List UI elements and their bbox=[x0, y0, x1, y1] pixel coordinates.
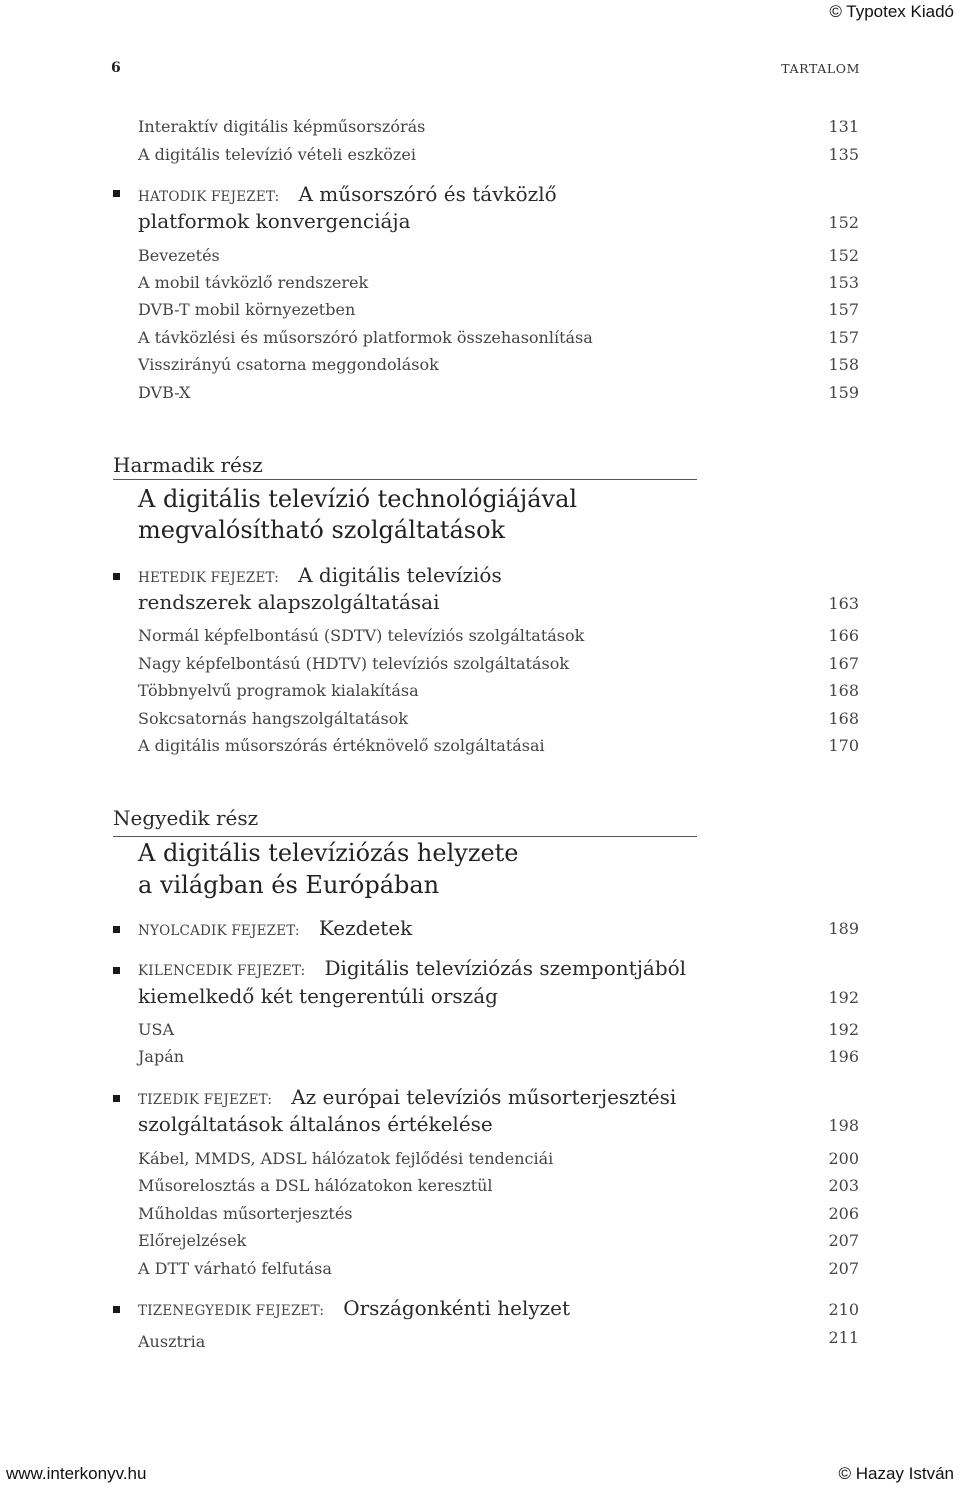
chapter-title-continued: rendszerek alapszolgáltatásai bbox=[138, 590, 440, 614]
toc-entry-page: 207 bbox=[828, 1231, 859, 1250]
chapter-title-continued: platformok konvergenciája bbox=[138, 209, 411, 233]
running-head: TARTALOM bbox=[781, 61, 860, 76]
toc-entry-page: 203 bbox=[828, 1176, 859, 1195]
toc-entry-page: 159 bbox=[828, 383, 859, 402]
part-title: A digitális televíziózás helyzete bbox=[138, 839, 519, 867]
toc-entry-title: A digitális televízió vételi eszközei bbox=[138, 145, 416, 164]
chapter-heading bbox=[138, 1085, 676, 1109]
chapter-title: A műsorszóró és távközlő bbox=[298, 182, 557, 206]
toc-entry-page: 131 bbox=[828, 117, 859, 136]
chapter-heading bbox=[138, 916, 412, 940]
chapter-page: 192 bbox=[828, 988, 859, 1007]
part-title-continued: a világban és Európában bbox=[138, 871, 440, 899]
toc-entry-title: Ausztria bbox=[138, 1332, 206, 1351]
chapter-bullet-icon bbox=[113, 1306, 120, 1313]
chapter-title: Kezdetek bbox=[318, 916, 413, 940]
chapter-page: 189 bbox=[828, 919, 859, 938]
toc-entry-page: 158 bbox=[828, 355, 859, 374]
chapter-page: 163 bbox=[828, 594, 859, 613]
toc-entry-title: Japán bbox=[138, 1047, 185, 1066]
toc-entry-title: Műholdas műsorterjesztés bbox=[138, 1204, 353, 1223]
toc-entry-page: 168 bbox=[828, 681, 859, 700]
toc-entry-title: Kábel, MMDS, ADSL hálózatok fejlődési tendenciái bbox=[138, 1149, 554, 1168]
toc-entry-title: Sokcsatornás hangszolgáltatások bbox=[138, 709, 409, 728]
chapter-bullet-icon bbox=[113, 967, 120, 974]
toc-entry-title: USA bbox=[138, 1020, 174, 1039]
chapter-page: 198 bbox=[828, 1116, 859, 1135]
part-divider bbox=[113, 479, 697, 480]
toc-entry-title: Előrejelzések bbox=[138, 1231, 247, 1250]
part-label: Harmadik rész bbox=[113, 453, 263, 477]
chapter-label: TIZEDIK FEJEZET: bbox=[138, 1092, 273, 1108]
toc-entry-page: 157 bbox=[828, 300, 859, 319]
part-label: Negyedik rész bbox=[113, 806, 259, 830]
copyright-watermark-bottom: © Hazay István bbox=[838, 1464, 954, 1483]
copyright-watermark-top: © Typotex Kiadó bbox=[829, 2, 954, 21]
toc-entry-page: 166 bbox=[828, 626, 859, 645]
toc-entry-page: 206 bbox=[828, 1204, 859, 1223]
toc-entry-page: 135 bbox=[828, 145, 859, 164]
chapter-page: 152 bbox=[828, 213, 859, 232]
toc-entry-page: 196 bbox=[828, 1047, 859, 1066]
toc-entry-title: A mobil távközlő rendszerek bbox=[138, 273, 369, 292]
part-divider bbox=[113, 836, 697, 837]
toc-entry-page: 153 bbox=[828, 273, 859, 292]
toc-entry-title: Bevezetés bbox=[138, 246, 220, 265]
chapter-bullet-icon bbox=[113, 190, 120, 197]
page-number: 6 bbox=[111, 60, 121, 76]
chapter-bullet-icon bbox=[113, 1095, 120, 1102]
toc-entry-title: DVB-T mobil környezetben bbox=[138, 300, 356, 319]
part-title-continued: megvalósítható szolgáltatások bbox=[138, 516, 506, 544]
toc-entry-page: 207 bbox=[828, 1259, 859, 1278]
toc-entry-title: Műsorelosztás a DSL hálózatokon keresztül bbox=[138, 1176, 493, 1195]
toc-entry-page: 157 bbox=[828, 328, 859, 347]
toc-entry-title: DVB-X bbox=[138, 383, 191, 402]
toc-entry-title: A DTT várható felfutása bbox=[138, 1259, 332, 1278]
chapter-label: TIZENEGYEDIK FEJEZET: bbox=[138, 1303, 325, 1319]
chapter-page: 210 bbox=[828, 1300, 859, 1319]
chapter-title-continued: kiemelkedő két tengerentúli ország bbox=[138, 984, 498, 1008]
chapter-title: A digitális televíziós bbox=[298, 563, 502, 587]
toc-entry-title: Többnyelvű programok kialakítása bbox=[138, 681, 419, 700]
toc-entry-title: Interaktív digitális képműsorszórás bbox=[138, 117, 426, 136]
part-title: A digitális televízió technológiájával bbox=[138, 485, 578, 513]
chapter-heading bbox=[138, 563, 502, 587]
toc-entry-page: 192 bbox=[828, 1020, 859, 1039]
toc-entry-page: 152 bbox=[828, 246, 859, 265]
toc-entry-title: Visszirányú csatorna meggondolások bbox=[138, 355, 439, 374]
toc-entry-title: Normál képfelbontású (SDTV) televíziós szolgáltatások bbox=[138, 626, 585, 645]
toc-entry-title: A távközlési és műsorszóró platformok összehasonlítása bbox=[138, 328, 593, 347]
toc-entry-page: 168 bbox=[828, 709, 859, 728]
chapter-label: NYOLCADIK FEJEZET: bbox=[138, 923, 300, 939]
chapter-title: Digitális televíziózás szempontjából bbox=[324, 956, 687, 980]
chapter-heading bbox=[138, 1296, 570, 1320]
chapter-label: KILENCEDIK FEJEZET: bbox=[138, 963, 306, 979]
chapter-title: Országonkénti helyzet bbox=[343, 1296, 571, 1320]
website-watermark: www.interkonyv.hu bbox=[6, 1464, 147, 1483]
chapter-bullet-icon bbox=[113, 926, 120, 933]
toc-entry-page: 211 bbox=[828, 1328, 859, 1347]
chapter-label: HETEDIK FEJEZET: bbox=[138, 570, 280, 586]
chapter-title-continued: szolgáltatások általános értékelése bbox=[138, 1112, 493, 1136]
chapter-title: Az európai televíziós műsorterjesztési bbox=[291, 1085, 677, 1109]
chapter-heading bbox=[138, 182, 557, 206]
chapter-bullet-icon bbox=[113, 573, 120, 580]
toc-entry-page: 170 bbox=[828, 736, 859, 755]
toc-entry-title: A digitális műsorszórás értéknövelő szolgáltatásai bbox=[138, 736, 545, 755]
chapter-label: HATODIK FEJEZET: bbox=[138, 189, 280, 205]
toc-entry-page: 167 bbox=[828, 654, 859, 673]
chapter-heading bbox=[138, 956, 686, 980]
toc-entry-page: 200 bbox=[828, 1149, 859, 1168]
toc-entry-title: Nagy képfelbontású (HDTV) televíziós szolgáltatások bbox=[138, 654, 570, 673]
